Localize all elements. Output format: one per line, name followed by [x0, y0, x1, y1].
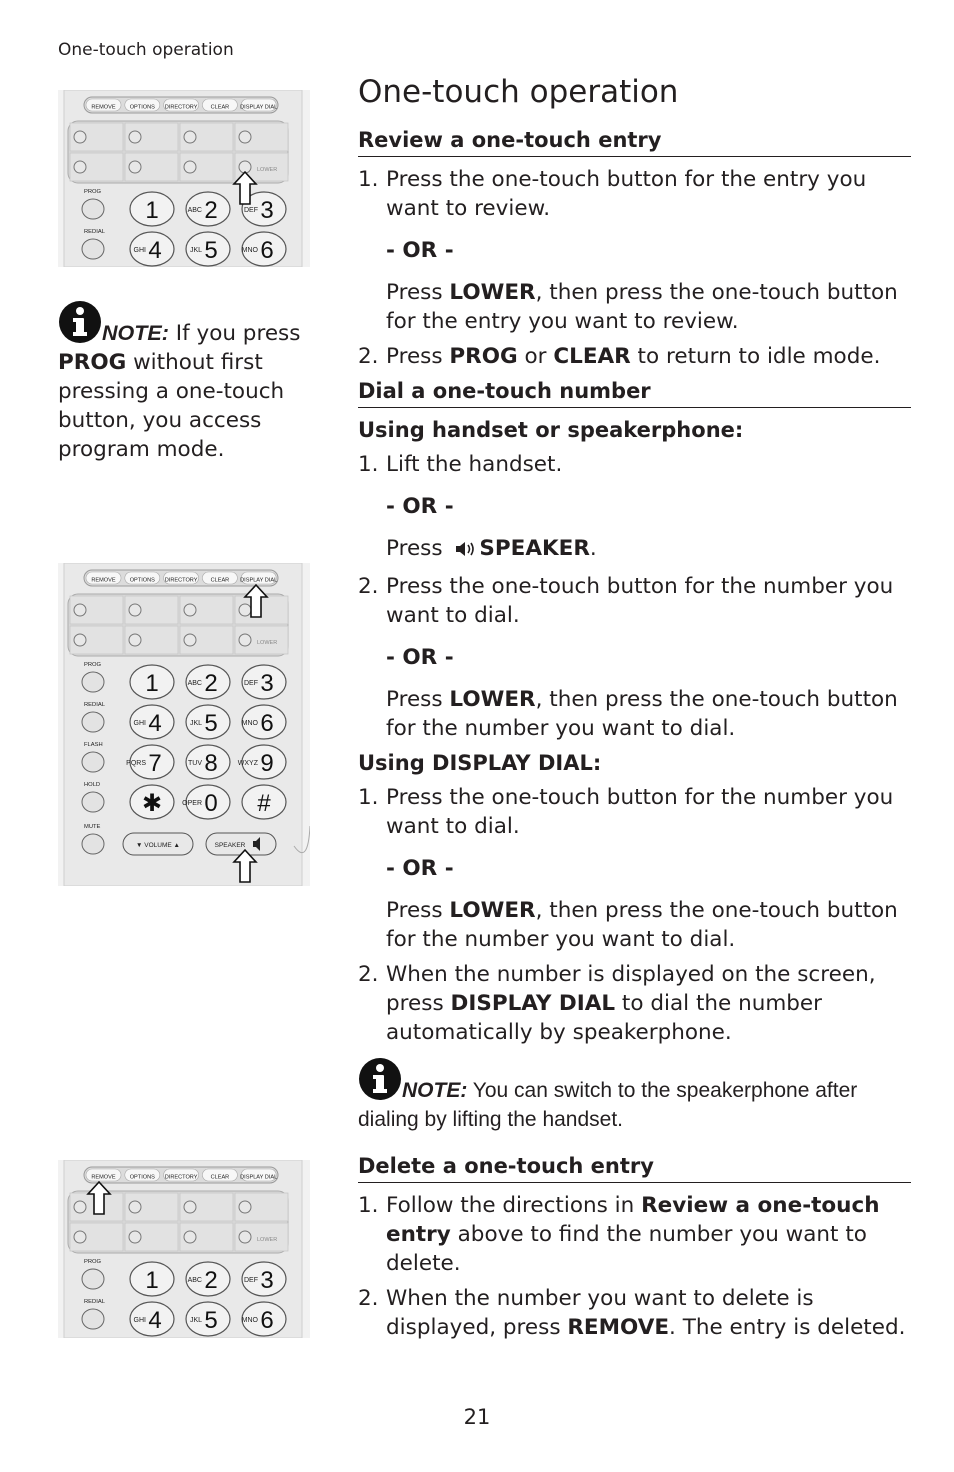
- memory-button: [129, 131, 141, 143]
- top-button-label: CLEAR: [210, 577, 230, 584]
- key-digit: 4: [148, 237, 162, 264]
- key-letters: ABC: [187, 1277, 202, 1284]
- memory-button: [184, 1231, 196, 1243]
- step-number: 1.: [358, 452, 379, 477]
- key-digit: 8: [204, 750, 218, 777]
- dial-subheading-handset: Using handset or speakerphone:: [358, 418, 744, 442]
- step-text: Press the one-touch button for the number you want to dial.: [386, 574, 894, 628]
- side-button: [82, 752, 104, 772]
- step-text: . The entry is deleted.: [669, 1315, 906, 1340]
- main-content: [358, 72, 911, 1348]
- list-item: [358, 1284, 911, 1342]
- clear-key-label: CLEAR: [553, 344, 631, 369]
- memory-button: [239, 604, 251, 616]
- memory-button: [129, 1201, 141, 1213]
- memory-button: [184, 1201, 196, 1213]
- lower-key-label: LOWER: [449, 898, 536, 923]
- note-text: You can switch to the speakerphone after dialing by lifting the handset.: [358, 1079, 858, 1131]
- keypad-illustration-prog: [58, 90, 310, 267]
- key-digit: 0: [204, 790, 218, 817]
- delete-heading: Delete a one-touch entry: [358, 1152, 911, 1183]
- memory-button: [184, 161, 196, 173]
- dial-heading: Dial a one-touch number: [358, 377, 911, 408]
- memory-button: [74, 634, 86, 646]
- memory-button: [184, 604, 196, 616]
- step-number: 2.: [358, 574, 379, 599]
- delete-steps: [358, 1191, 911, 1342]
- or-divider: - OR -: [386, 238, 454, 263]
- or-divider: - OR -: [386, 645, 454, 670]
- side-button-label: HOLD: [84, 782, 101, 788]
- memory-button: [239, 1201, 251, 1213]
- step-text: Press: [386, 280, 450, 305]
- memory-button: [239, 131, 251, 143]
- side-button: [82, 792, 104, 812]
- step-text: Press: [386, 898, 450, 923]
- key-letters: JKL: [189, 247, 202, 254]
- dial-handset-steps: [358, 450, 911, 743]
- key-digit: ✱: [141, 790, 163, 817]
- side-button-label: MUTE: [84, 824, 101, 830]
- key-letters: MNO: [241, 247, 258, 254]
- remove-key-label: REMOVE: [567, 1315, 670, 1340]
- key-digit: 5: [204, 710, 218, 737]
- list-item: [358, 1191, 911, 1278]
- memory-button: [74, 161, 86, 173]
- key-letters: JKL: [189, 720, 202, 727]
- top-button-label: DIRECTORY: [164, 577, 198, 584]
- top-button-label: REMOVE: [91, 1174, 116, 1181]
- memory-button: [129, 161, 141, 173]
- key-letters: GHI: [133, 1317, 146, 1324]
- key-letters: DEF: [244, 680, 258, 687]
- step-text: , then press the one-touch button for the number you want to dial.: [386, 898, 898, 952]
- key-letters: ABC: [187, 207, 202, 214]
- side-button: [82, 239, 104, 259]
- lower-label: LOWER: [257, 1237, 278, 1243]
- top-button-label: REMOVE: [91, 104, 116, 111]
- dial-subheading-display: Using DISPLAY DIAL:: [358, 751, 602, 775]
- step-text: Press: [386, 687, 450, 712]
- key-letters: GHI: [133, 720, 146, 727]
- top-button-label: CLEAR: [210, 104, 230, 111]
- side-button-label: PROG: [84, 189, 102, 195]
- or-divider: - OR -: [386, 856, 454, 881]
- mute-button: [82, 834, 104, 854]
- speaker-icon: [455, 537, 477, 566]
- key-digit: 3: [260, 1267, 274, 1294]
- key-digit: 7: [148, 750, 162, 777]
- key-letters: GHI: [133, 247, 146, 254]
- step-number: 2.: [358, 962, 379, 987]
- step-text: When the number is displayed on the screen, press: [386, 962, 876, 1016]
- side-button: [82, 1309, 104, 1329]
- keypad-illustration-full: [58, 563, 310, 886]
- step-number: 2.: [358, 344, 379, 369]
- info-icon: [358, 1057, 402, 1101]
- step-text: or: [517, 344, 554, 369]
- key-letters: PQRS: [126, 760, 146, 767]
- running-head: One-touch operation: [58, 40, 234, 60]
- key-letters: JKL: [189, 1317, 202, 1324]
- key-letters: DEF: [244, 1277, 258, 1284]
- top-button-label: DISPLAY DIAL: [240, 104, 278, 111]
- key-digit: 5: [204, 237, 218, 264]
- step-text: to dial the number automatically by speakerphone.: [386, 991, 822, 1045]
- key-digit: 3: [260, 197, 274, 224]
- key-letters: MNO: [241, 1317, 258, 1324]
- step-text: Follow the directions in: [386, 1193, 642, 1218]
- side-button: [82, 712, 104, 732]
- memory-button: [129, 604, 141, 616]
- key-letters: ABC: [187, 680, 202, 687]
- key-letters: WXYZ: [237, 760, 258, 767]
- memory-button: [74, 1201, 86, 1213]
- list-item: [358, 960, 911, 1047]
- memory-button: [129, 634, 141, 646]
- key-letters: MNO: [241, 720, 258, 727]
- step-text: When the number you want to delete is displayed, press: [386, 1286, 814, 1340]
- key-digit: 6: [260, 1307, 274, 1334]
- top-button-label: DISPLAY DIAL: [240, 1174, 278, 1181]
- key-digit: 2: [204, 670, 218, 697]
- note-label: NOTE:: [402, 1079, 468, 1102]
- top-button-label: CLEAR: [210, 1174, 230, 1181]
- memory-button: [239, 634, 251, 646]
- reference-bold: Review a one-touch entry: [386, 1193, 880, 1247]
- list-item: [358, 165, 911, 336]
- step-text: above to find the number you want to delete.: [386, 1222, 867, 1276]
- memory-button: [184, 131, 196, 143]
- note-bold-prog: PROG: [58, 350, 127, 375]
- volume-label: ▼ VOLUME ▲: [136, 842, 180, 849]
- memory-button: [184, 634, 196, 646]
- note-left: [58, 300, 310, 464]
- step-text: Press the one-touch button for the entry you want to review.: [386, 167, 867, 221]
- lower-label: LOWER: [257, 167, 278, 173]
- key-digit: 2: [204, 1267, 218, 1294]
- memory-button: [74, 1231, 86, 1243]
- step-text: to return to idle mode.: [630, 344, 881, 369]
- page-title: One-touch operation: [358, 74, 679, 110]
- step-number: 2.: [358, 1286, 379, 1311]
- side-button-label: FLASH: [84, 742, 103, 748]
- top-button-label: DISPLAY DIAL: [240, 577, 278, 584]
- prog-key-label: PROG: [449, 344, 518, 369]
- key-digit: 1: [145, 197, 159, 224]
- top-button-label: OPTIONS: [129, 104, 155, 111]
- keypad-illustration-remove: [58, 1160, 310, 1338]
- step-text: Press: [386, 536, 450, 561]
- top-button-label: REMOVE: [91, 577, 116, 584]
- key-digit: 6: [260, 710, 274, 737]
- list-item: [358, 450, 911, 566]
- display-dial-key-label: DISPLAY DIAL: [450, 991, 616, 1016]
- key-digit: 3: [260, 670, 274, 697]
- lower-label: LOWER: [257, 640, 278, 646]
- step-text: Press: [386, 344, 450, 369]
- top-button-label: OPTIONS: [129, 577, 155, 584]
- list-item: [358, 342, 911, 371]
- lower-key-label: LOWER: [449, 280, 536, 305]
- key-digit: 4: [148, 710, 162, 737]
- top-button-label: DIRECTORY: [164, 104, 198, 111]
- side-button-label: REDIAL: [84, 1299, 105, 1305]
- lower-key-label: LOWER: [449, 687, 536, 712]
- info-icon: [58, 300, 102, 344]
- note-main: [358, 1057, 911, 1134]
- side-button: [82, 1269, 104, 1289]
- top-button-label: OPTIONS: [129, 1174, 155, 1181]
- key-letters: OPER: [182, 800, 202, 807]
- memory-button: [74, 131, 86, 143]
- speaker-label: SPEAKER: [214, 842, 246, 849]
- step-number: 1.: [358, 785, 379, 810]
- step-text: , then press the one-touch button for the number you want to dial.: [386, 687, 898, 741]
- side-button-label: PROG: [84, 662, 102, 668]
- key-digit: 6: [260, 237, 274, 264]
- memory-button: [129, 1231, 141, 1243]
- note-text: without first pressing a one-touch button, you access program mode.: [58, 350, 285, 462]
- key-digit: #: [257, 790, 271, 817]
- review-steps: [358, 165, 911, 371]
- step-text: Lift the handset.: [386, 452, 563, 477]
- note-text: If you press: [168, 321, 301, 346]
- key-digit: 5: [204, 1307, 218, 1334]
- step-text: , then press the one-touch button for the entry you want to review.: [386, 280, 898, 334]
- dial-display-steps: [358, 783, 911, 1047]
- page-number: 21: [463, 1405, 491, 1429]
- memory-button: [74, 604, 86, 616]
- top-button-label: DIRECTORY: [164, 1174, 198, 1181]
- review-heading: Review a one-touch entry: [358, 126, 911, 157]
- side-button: [82, 672, 104, 692]
- step-text: .: [589, 536, 597, 561]
- key-digit: 2: [204, 197, 218, 224]
- side-button: [82, 199, 104, 219]
- key-letters: DEF: [244, 207, 258, 214]
- memory-button: [239, 1231, 251, 1243]
- note-label: NOTE:: [102, 321, 169, 345]
- step-text: Press the one-touch button for the number you want to dial.: [386, 785, 894, 839]
- key-digit: 9: [260, 750, 274, 777]
- key-letters: TUV: [188, 760, 202, 767]
- side-button-label: REDIAL: [84, 702, 105, 708]
- key-digit: 4: [148, 1307, 162, 1334]
- speaker-key-label: SPEAKER: [479, 536, 590, 561]
- side-button-label: PROG: [84, 1259, 102, 1265]
- or-divider: - OR -: [386, 494, 454, 519]
- step-number: 1.: [358, 167, 379, 192]
- side-button-label: REDIAL: [84, 229, 105, 235]
- list-item: [358, 572, 911, 743]
- key-digit: 1: [145, 670, 159, 697]
- key-digit: 1: [145, 1267, 159, 1294]
- list-item: [358, 783, 911, 954]
- step-number: 1.: [358, 1193, 379, 1218]
